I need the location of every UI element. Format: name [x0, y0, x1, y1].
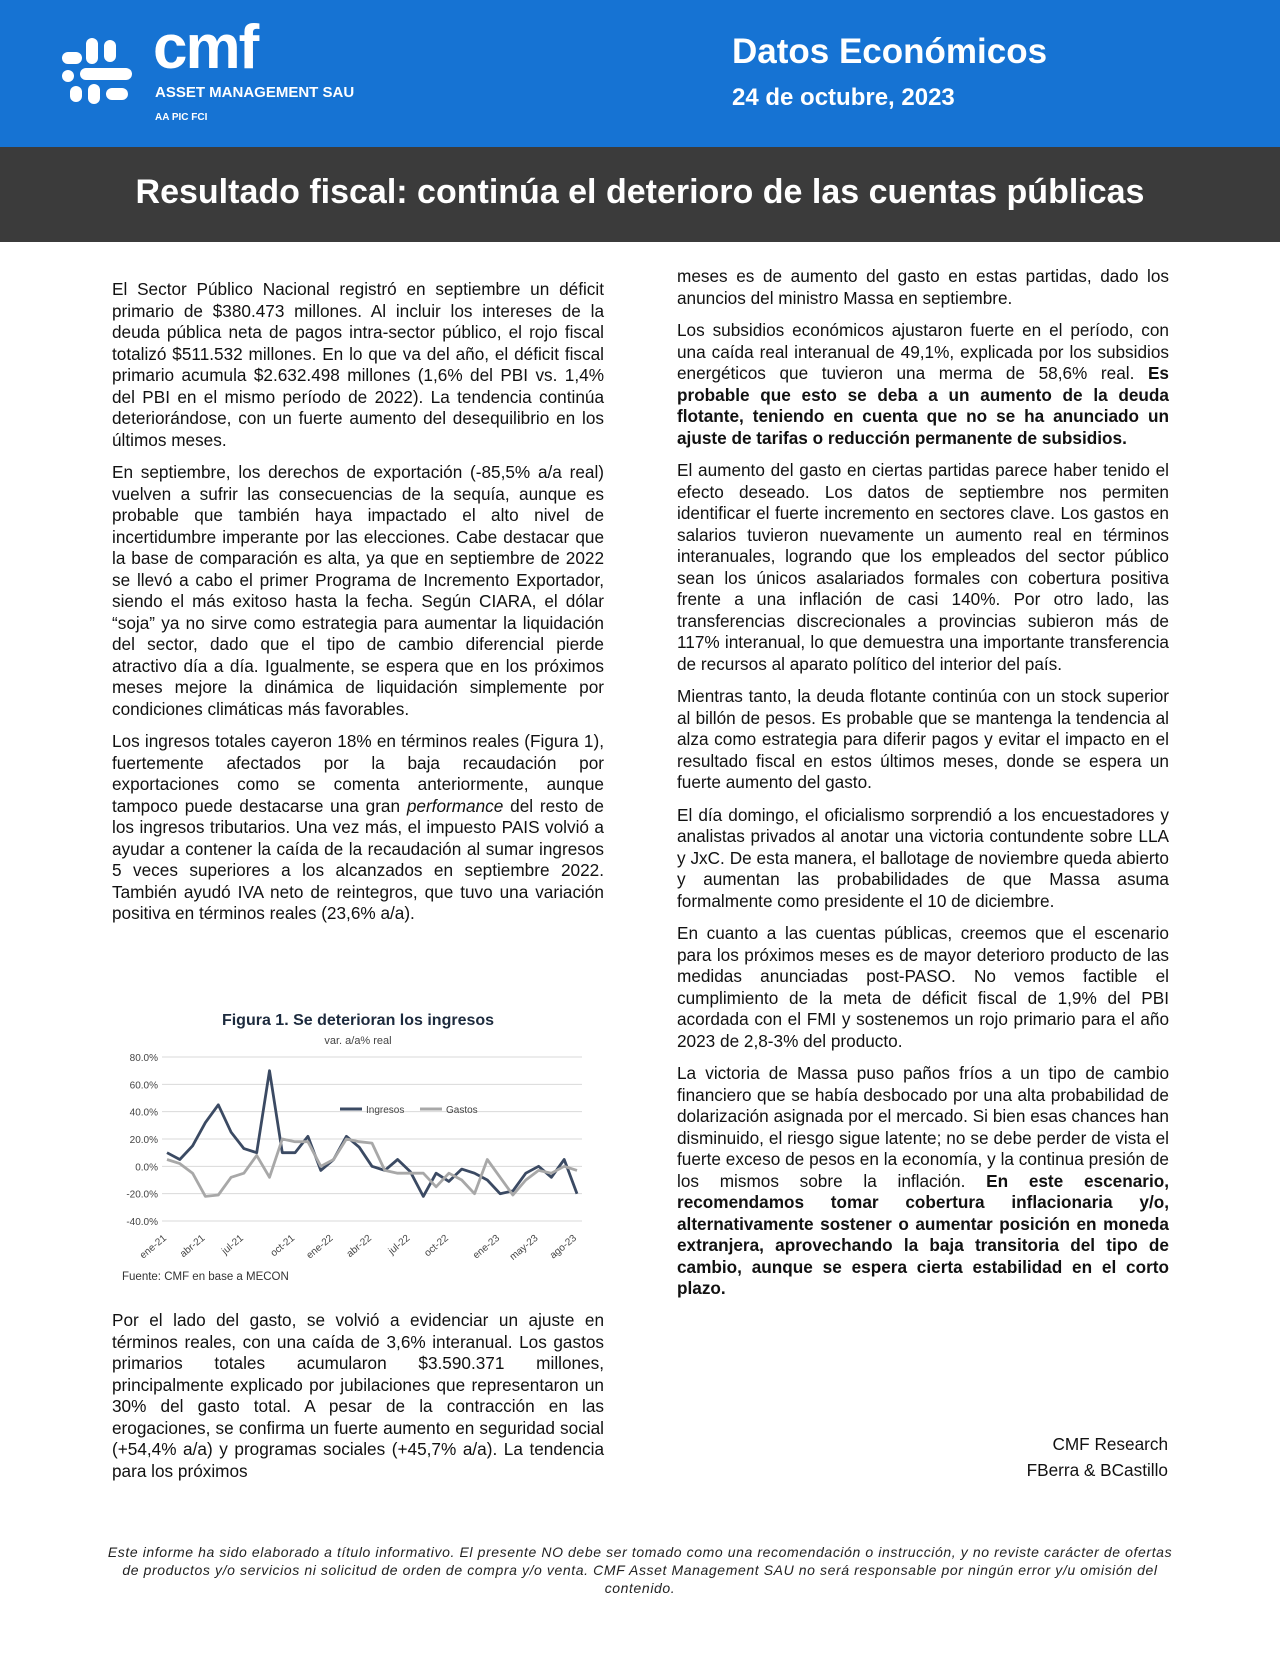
bold-statement: Es probable que esto se deba a un aumento de la deuda flotante, teniendo en cuenta que no se ha anunciado un ajuste de tarifas o reducción permanente de subsidios.	[677, 363, 1169, 448]
paragraph: Los subsidios económicos ajustaron fuerte en el período, con una caída real interanual de 49,1%, explicada por los subsidios energéticos que tuvieron una merma de 58,6% real. Es probable que esto se deba a un aumento de la deuda flotante, teniendo en cuenta que no se ha anunciado un ajuste de tarifas o reducción permanente de subsidios.	[677, 320, 1169, 448]
y-tick-label: 20.0%	[129, 1135, 158, 1146]
company-name: ASSET MANAGEMENT SAU	[155, 84, 355, 101]
company-subtitle: AA PIC FCI	[155, 112, 208, 123]
cmf-logo-icon	[62, 38, 132, 104]
disclaimer: Este informe ha sido elaborado a título informativo. El presente NO debe ser tomado como una recomendación o instrucción, y no reviste carácter de ofertas de productos y/o servicios ni solicitud de orden de compra y/o venta. CMF Asset Management SAU no será responsable por ningún error y/u omisión del contenido.	[107, 1544, 1173, 1596]
y-tick-label: -20.0%	[126, 1189, 158, 1201]
report-title: Resultado fiscal: continúa el deterioro de las cuentas públicas	[135, 173, 1145, 211]
paragraph: meses es de aumento del gasto en estas partidas, dado los anuncios del ministro Massa en septiembre.	[677, 266, 1169, 308]
legend-label: Ingresos	[366, 1105, 405, 1116]
paragraph: Los ingresos totales cayeron 18% en términos reales (Figura 1), fuertemente afectados por la baja recaudación por exportaciones como se comenta anteriormente, aunque tampoco puede destacarse una gran performance del resto de los ingresos tributarios. Una vez más, el impuesto PAIS volvió a ayudar a contener la caída de la recaudación al sumar ingresos 5 veces superiores a los alcanzados en septiembre 2022. También ayudó IVA neto de reintegros, que tuvo una variación positiva en términos reales (23,6% a/a).	[112, 731, 604, 923]
y-tick-label: 0.0%	[135, 1162, 158, 1174]
y-tick-label: 60.0%	[129, 1080, 158, 1092]
x-tick-label: ene-21	[138, 1232, 169, 1262]
paragraph: En cuanto a las cuentas públicas, creemos que el escenario para los próximos meses es de mayor deterioro producto de las medidas anunciadas post-PASO. No vemos factible el cumplimiento de la meta de déficit fiscal de 1,9% del PBI acordada con el FMI y sostenemos un rojo primario para el año 2023 de 2,8-3% del producto.	[677, 923, 1169, 1051]
line-chart	[112, 1005, 604, 1267]
left-column	[112, 279, 604, 936]
x-tick-label: may-23	[507, 1232, 541, 1263]
emphasis-word: performance	[406, 795, 504, 816]
x-tick-label: jul-21	[219, 1232, 246, 1258]
title-band	[0, 147, 1280, 242]
x-tick-label: abr-22	[344, 1232, 374, 1260]
paragraph: El Sector Público Nacional registró en septiembre un déficit primario de $380.473 millones. Al incluir los intereses de la deuda pública neta de pagos intra-sector público, el rojo fiscal totalizó $511.532 millones. En lo que va del año, el déficit fiscal primario acumula $2.632.498 millones (1,6% del PBI vs. 1,4% del PBI en el mismo período de 2022). La tendencia continúa deteriorándose, con un fuerte aumento del desequilibrio en los últimos meses.	[112, 279, 604, 450]
paragraph: La victoria de Massa puso paños fríos a un tipo de cambio financiero que se había desbocado por una alta probabilidad de dolarización asignada por el mercado. Si bien esas chances han disminuido, el riesgo sigue latente; no se debe perder de vista el fuerte exceso de pesos en la economía, y la continua presión de los mismos sobre la inflación. En este escenario, recomendamos tomar cobertura inflacionaria y/o, alternativamente sostener o aumentar posición en moneda extranjera, aprovechando la baja transitoria del tipo de cambio, aunque se espera cierta estabilidad en el corto plazo.	[677, 1063, 1169, 1298]
right-column	[677, 266, 1169, 1311]
x-tick-label: abr-21	[178, 1232, 208, 1260]
x-tick-label: ago-23	[548, 1232, 579, 1262]
figure-1	[112, 1005, 604, 1295]
figure-title: Figura 1. Se deterioran los ingresos	[221, 1012, 495, 1029]
paragraph: El día domingo, el oficialismo sorprendió a los encuestadores y analistas privados al anotar una victoria contundente sobre LLA y JxC. De esta manera, el ballotage de noviembre queda abierto y aumentan las probabilidades de que Massa asuma formalmente como presidente el 10 de diciembre.	[677, 804, 1169, 911]
signature-team: CMF Research	[1052, 1434, 1168, 1454]
signature-authors: FBerra & BCastillo	[1026, 1460, 1168, 1480]
y-tick-label: 80.0%	[129, 1053, 158, 1064]
figure-subtitle: var. a/a% real	[324, 1035, 392, 1047]
report-header	[0, 0, 1280, 147]
bold-recommendation: En este escenario, recomendamos tomar cobertura inflacionaria y/o, alternativamente sostener o aumentar posición en moneda extranjera, aprovechando la baja transitoria del tipo de cambio, aunque se espera cierta estabilidad en el corto plazo.	[677, 1170, 1169, 1298]
paragraph: En septiembre, los derechos de exportación (-85,5% a/a real) vuelven a sufrir las consecuencias de la sequía, aunque es probable que también haya impactado el alto nivel de incertidumbre imperante por las elecciones. Cabe destacar que la base de comparación es alta, ya que en septiembre de 2022 se llevó a cabo el primer Programa de Incremento Exportador, siendo el más exitoso hasta la fecha. Según CIARA, el dólar “soja” ya no sirve como estrategia para aumentar la liquidación del sector, dado que el tipo de cambio diferencial pierde atractivo día a día. Igualmente, se espera que en los próximos meses mejore la dinámica de liquidación simplemente por condiciones climáticas más favorables.	[112, 462, 604, 719]
x-tick-label: ene-22	[304, 1232, 336, 1262]
x-tick-label: ene-23	[471, 1232, 503, 1262]
series-line-ingresos	[167, 1071, 577, 1197]
paragraph: Por el lado del gasto, se volvió a evidenciar un ajuste en términos reales, con una caída de 3,6% interanual. Los gastos primarios totales acumularon $3.590.371 millones, principalmente explicado por jubilaciones que representaron un 30% del gasto total. A pesar de la contracción en las erogaciones, se confirma un fuerte aumento en seguridad social (+54,4% a/a) y programas sociales (+45,7% a/a). La tendencia para los próximos	[112, 1310, 604, 1481]
figure-source: Fuente: CMF en base a MECON	[122, 1271, 289, 1283]
report-type-title: Datos Económicos	[732, 32, 1048, 71]
y-tick-label: -40.0%	[126, 1217, 158, 1228]
x-tick-label: oct-21	[268, 1232, 298, 1260]
y-tick-label: 40.0%	[129, 1107, 158, 1119]
paragraph: Mientras tanto, la deuda flotante continúa con un stock superior al billón de pesos. Es probable que se mantenga la tendencia al alza como estrategia para diferir pagos y evitar el impacto en el resultado fiscal en estos últimos meses, donde se espera un fuerte aumento del gasto.	[677, 686, 1169, 792]
left-column-continued	[112, 1310, 604, 1493]
x-tick-label: jul-22	[386, 1232, 413, 1258]
report-date: 24 de octubre, 2023	[732, 84, 955, 111]
legend-label: Gastos	[446, 1105, 478, 1116]
brand-logo-text: cmf	[153, 13, 258, 82]
x-tick-label: oct-22	[422, 1232, 451, 1260]
paragraph: El aumento del gasto en ciertas partidas parece haber tenido el efecto deseado. Los datos de septiembre nos permiten identificar el fuerte incremento en sectores clave. Los gastos en salarios tuvieron nuevamente un aumento real en términos interanuales, logrando que los empleados del sector público sean los únicos asalariados formales con cobertura positiva frente a una inflación de casi 140%. Por otro lado, las transferencias discrecionales a provincias subieron más de 117% interanual, lo que demuestra una importante transferencia de recursos al aparato político del interior del país.	[677, 460, 1169, 674]
